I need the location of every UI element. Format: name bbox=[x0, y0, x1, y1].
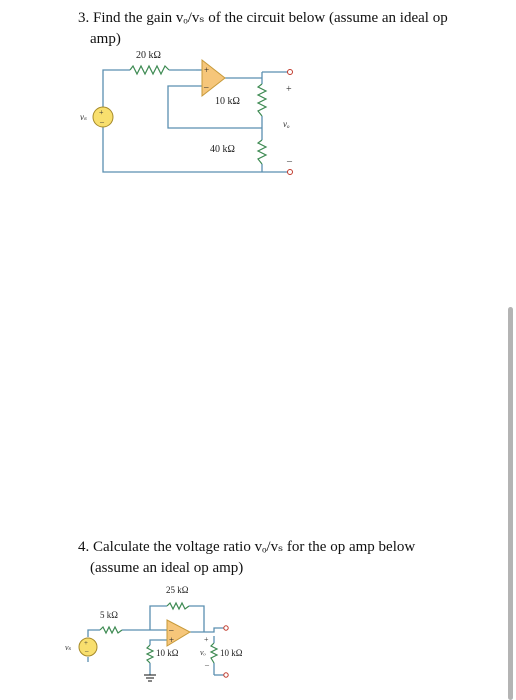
problem-3-label-20k: 20 kΩ bbox=[136, 50, 161, 61]
problem-4-label-10k-ground: 10 kΩ bbox=[156, 648, 179, 658]
problem-4-question-continued: (assume an ideal op amp) bbox=[90, 560, 244, 576]
problem-3-question-continued: amp) bbox=[90, 31, 121, 47]
problem-4-opamp-plus: + bbox=[169, 635, 175, 645]
problem-3-source-label: vₛ bbox=[80, 112, 88, 122]
problem-4-source-minus: – bbox=[85, 647, 89, 655]
problem-4-label-25k: 25 kΩ bbox=[166, 585, 189, 595]
vertical-scrollbar[interactable] bbox=[508, 307, 513, 700]
problem-3-opamp-plus: + bbox=[204, 65, 210, 75]
problem-3-label-10k: 10 kΩ bbox=[215, 96, 240, 107]
problem-3-opamp-minus: – bbox=[204, 82, 209, 92]
problem-4-opamp-minus: – bbox=[169, 625, 174, 635]
problem-4-label-5k: 5 kΩ bbox=[100, 610, 118, 620]
problem-4-resistor-10k-load bbox=[211, 643, 217, 663]
problem-3-question: 3. Find the gain vₒ/vₛ of the circuit below (assume an ideal op bbox=[78, 10, 448, 26]
problem-3-label-40k: 40 kΩ bbox=[210, 144, 235, 155]
problem-4-output-label: vₒ bbox=[200, 648, 206, 657]
problem-4-output-plus: + bbox=[204, 635, 209, 644]
problem-4-question: 4. Calculate the voltage ratio vₒ/vₛ for the op amp below bbox=[78, 539, 416, 555]
problem-4-ground-symbol bbox=[144, 675, 156, 681]
problem-3-output-plus: + bbox=[286, 84, 292, 95]
problem-4-resistor-10k-ground bbox=[147, 645, 153, 663]
problem-3-output-minus: – bbox=[287, 156, 292, 167]
problem-4-output-terminal-top bbox=[224, 626, 228, 630]
problem-3-output-label: vₒ bbox=[283, 119, 290, 129]
problem-3-source-plus: + bbox=[99, 108, 104, 117]
problem-4-resistor-25k bbox=[167, 603, 189, 609]
problem-4-output-terminal-bottom bbox=[224, 673, 228, 677]
problem-4-output-minus: – bbox=[205, 660, 209, 669]
problem-3-source-minus: – bbox=[100, 117, 104, 126]
problem-4-label-10k-load: 10 kΩ bbox=[220, 648, 243, 658]
problem-4-resistor-5k bbox=[100, 627, 122, 633]
problem-4-source-label: vₛ bbox=[65, 643, 72, 652]
problem-4-source-plus: + bbox=[84, 639, 88, 647]
